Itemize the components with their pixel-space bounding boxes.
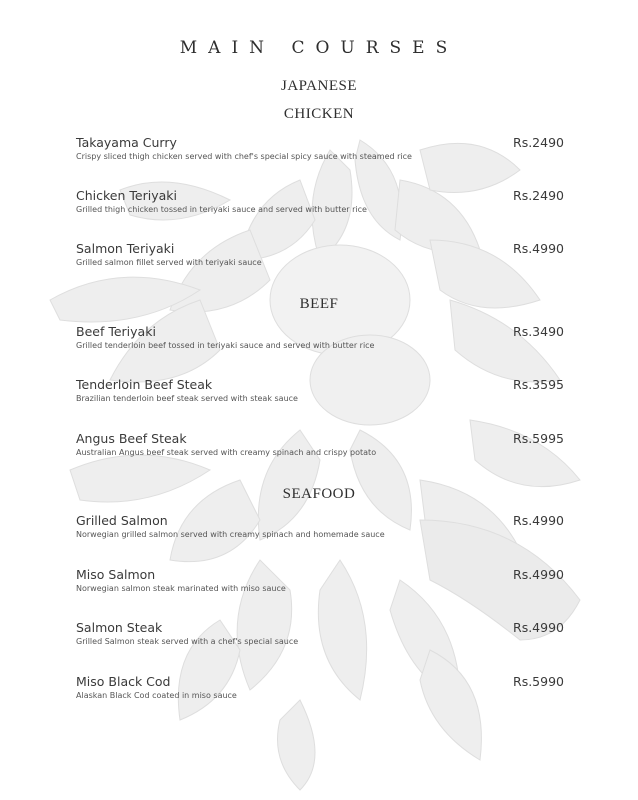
menu-item-description: Grilled thigh chicken tossed in teriyaki sauce and served with butter rice — [76, 205, 367, 214]
menu-item — [76, 135, 566, 171]
section-heading-beef: BEEF — [299, 296, 339, 312]
menu-item-name: Salmon Teriyaki — [76, 241, 175, 256]
menu-item-name: Takayama Curry — [76, 135, 177, 150]
menu-item — [76, 241, 566, 277]
menu-item-name: Chicken Teriyaki — [76, 188, 177, 203]
menu-item-price: Rs.5995 — [513, 431, 564, 446]
menu-item-price: Rs.4990 — [513, 513, 564, 528]
section-heading-seafood: SEAFOOD — [282, 486, 356, 502]
menu-item-price: Rs.4990 — [513, 620, 564, 635]
menu-item — [76, 188, 566, 224]
menu-item-description: Grilled salmon fillet served with teriyaki sauce — [76, 258, 262, 267]
menu-item — [76, 620, 566, 656]
menu-item-name: Grilled Salmon — [76, 513, 168, 528]
menu-item-description: Grilled tenderloin beef tossed in teriyaki sauce and served with butter rice — [76, 341, 375, 350]
menu-item — [76, 377, 566, 413]
menu-item-description: Brazilian tenderloin beef steak served with steak sauce — [76, 394, 298, 403]
menu-item-price: Rs.5990 — [513, 674, 564, 689]
cuisine-heading: JAPANESE — [281, 78, 357, 94]
menu-item-price: Rs.3490 — [513, 324, 564, 339]
menu-item-description: Crispy sliced thigh chicken served with chef's special spicy sauce with steamed rice — [76, 152, 412, 161]
menu-item-name: Miso Black Cod — [76, 674, 171, 689]
menu-item-description: Norwegian salmon steak marinated with miso sauce — [76, 584, 286, 593]
menu-item — [76, 513, 566, 549]
menu-item-description: Alaskan Black Cod coated in miso sauce — [76, 691, 237, 700]
menu-item-name: Miso Salmon — [76, 567, 156, 582]
menu-item-name: Angus Beef Steak — [76, 431, 187, 446]
menu-item — [76, 674, 566, 710]
menu-item — [76, 324, 566, 360]
menu-item-description: Australian Angus beef steak served with creamy spinach and crispy potato — [76, 448, 377, 457]
menu-item-price: Rs.2490 — [513, 188, 564, 203]
menu-item-description: Norwegian grilled salmon served with creamy spinach and homemade sauce — [76, 530, 385, 539]
menu-item — [76, 567, 566, 603]
menu-item-price: Rs.2490 — [513, 135, 564, 150]
menu-item — [76, 431, 566, 467]
menu-item-name: Tenderloin Beef Steak — [76, 377, 213, 392]
menu-item-price: Rs.3595 — [513, 377, 564, 392]
menu-item-description: Grilled Salmon steak served with a chef's special sauce — [76, 637, 299, 646]
page-title: MAIN COURSES — [179, 38, 459, 58]
menu-item-price: Rs.4990 — [513, 241, 564, 256]
menu-item-price: Rs.4990 — [513, 567, 564, 582]
section-heading-chicken: CHICKEN — [283, 106, 355, 122]
menu-item-name: Beef Teriyaki — [76, 324, 156, 339]
menu-item-name: Salmon Steak — [76, 620, 163, 635]
